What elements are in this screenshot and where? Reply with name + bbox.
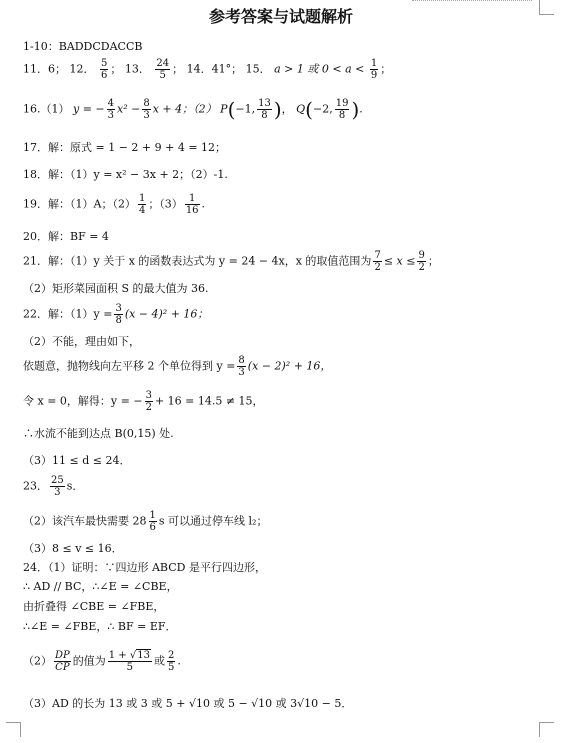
fraction: $\frac{DP}{CP}$	[55, 650, 70, 673]
fraction: $\frac{7}{2}$	[374, 250, 381, 273]
answer-24-step: ∴∠E = ∠FBE，∴ BF = EF．	[23, 620, 177, 633]
answer-24-step: ∴ AD // BC，∴∠E = ∠CBE，	[23, 580, 178, 593]
answer-22-1: 22．解：（1）y = $\frac{3}{8}$ (x − 4)² + 16；	[23, 303, 209, 326]
fraction: $\frac{9}{2}$	[418, 250, 425, 273]
fraction: $\frac{8}{3}$	[238, 355, 245, 378]
answer-22-2: （2）不能，理由如下，	[23, 335, 140, 348]
answer-23-2: （2）该汽车最快需要 28 $\frac{1}{6}$ s 可以通过停车线 l₂；	[23, 510, 268, 533]
answer-22-shift: 依题意，抛物线向左平移 2 个单位得到 y = $\frac{8}{3}$ (x − 2)² + 16，	[23, 355, 332, 378]
answer-23-3: （3）8 ≤ v ≤ 16．	[23, 542, 123, 555]
fraction: $\frac{1}{6}$	[149, 510, 156, 533]
answer-1-10: 1-10：BADDCDACCB	[23, 40, 143, 53]
fraction: $\frac{3}{2}$	[145, 390, 152, 413]
page-corner-mark	[6, 722, 21, 737]
answer-20: 20．解：BF = 4	[23, 230, 109, 243]
fraction: $\frac{1}{16}$	[185, 193, 199, 216]
fraction: $\frac{25}{3}$	[51, 475, 64, 498]
answer-24-1: 24．（1）证明：∵四边形 ABCD 是平行四边形，	[23, 561, 266, 574]
answer-22-solve: 令 x = 0，解得：y = − $\frac{3}{2}$ + 16 = 14.5 ≠ 15，	[23, 390, 264, 413]
fraction: $\frac{1 + √13}{5}$	[108, 650, 150, 673]
fraction: $\frac{13}{8}$	[258, 98, 271, 121]
answer-19: 19．解：（1）A；（2） $\frac{1}{4}$ ；（3） $\frac{1}{16}$ .	[23, 193, 206, 216]
answer-24-2: （2） $\frac{DP}{CP}$ 的值为 $\frac{1 + √13}{5}$ 或 $\frac{2}{5}$ .	[23, 650, 181, 673]
answer-22-conclusion: ∴水流不能到达点 B(0,15) 处.	[23, 427, 174, 440]
fraction: $\frac{4}{3}$	[107, 98, 115, 121]
answer-21-1: 21．解：（1）y 关于 x 的函数表达式为 y = 24 − 4x，x 的取值范围为 $\frac{7}{2}$ ≤ x ≤ $\frac{9}{2}$ ；	[23, 250, 439, 273]
fraction: $\frac{24}{5}$	[156, 58, 170, 81]
answer-17: 17．解：原式 = 1 − 2 + 9 + 4 = 12；	[23, 141, 227, 154]
page-corner-mark	[539, 722, 554, 737]
answer-23-1: 23． $\frac{25}{3}$ s．	[23, 475, 84, 498]
fraction: $\frac{3}{8}$	[115, 303, 122, 326]
answer-24-step: 由折叠得 ∠CBE = ∠FBE，	[23, 600, 165, 613]
answer-11-15: 11．6； 12． $\frac{5}{6}$ ； 13． $\frac{24}{5}$ ； 14．41°； 15． a > 1 或 0 < a < $\frac{1}{9}$ ；	[23, 58, 392, 81]
header-divider	[412, 0, 532, 1]
answer-21-2: （2）矩形菜园面积 S 的最大值为 36.	[23, 282, 209, 295]
answer-18: 18．解：（1）y = x² − 3x + 2；（2）-1.	[23, 168, 228, 181]
answer-24-3: （3）AD 的长为 13 或 3 或 5 + √10 或 5 − √10 或 3√10 − 5．	[23, 697, 353, 710]
fraction: $\frac{5}{6}$	[101, 58, 108, 81]
fraction: $\frac{1}{9}$	[370, 58, 378, 81]
fraction: $\frac{19}{8}$	[335, 98, 349, 121]
answer-22-3: （3）11 ≤ d ≤ 24．	[23, 454, 131, 467]
fraction: $\frac{8}{3}$	[143, 98, 150, 121]
answer-16: 16.（1） y = − $\frac{4}{3}$ x² − $\frac{8}{3}$ x + 4；（2） P(−1, $\frac{13}{8}$ )， Q(−2, $\frac{19}{8}$ ).	[23, 97, 363, 122]
fraction: $\frac{1}{4}$	[138, 193, 146, 216]
page-title: 参考答案与试题解析	[208, 7, 353, 26]
fraction: $\frac{2}{5}$	[167, 650, 175, 673]
